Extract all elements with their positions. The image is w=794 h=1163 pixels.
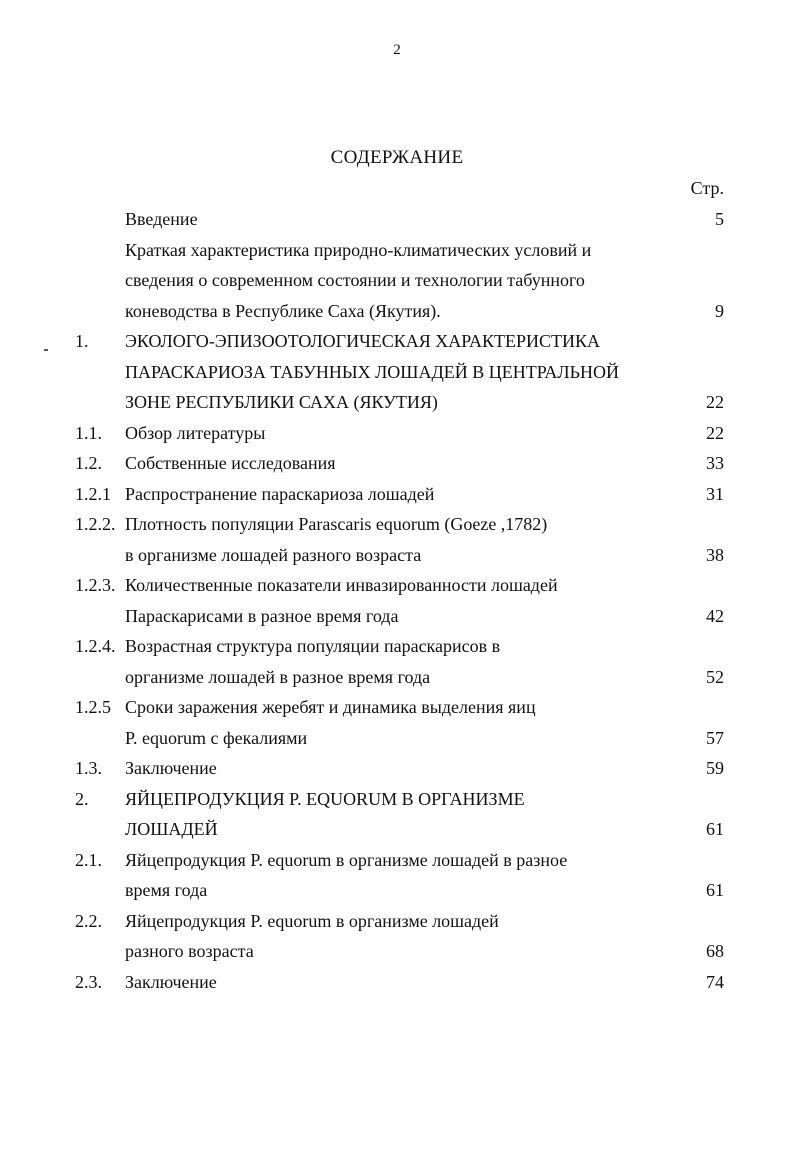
toc-entry-title [125, 753, 664, 784]
toc-entry-page: 22 [706, 392, 724, 412]
page-column-label: Стр. [690, 178, 724, 198]
toc-entry-line: ЗОНЕ РЕСПУБЛИКИ САХА (ЯКУТИЯ) [125, 392, 438, 412]
toc-entry-page: 9 [715, 300, 724, 321]
toc-entry-number: 1.2.5 [75, 697, 111, 717]
toc-entry-line: Заключение [125, 758, 217, 778]
toc-entry [75, 326, 724, 418]
toc-entry-page: 42 [706, 605, 724, 626]
toc-entry-number: 2.3. [75, 971, 102, 992]
toc-entry-number: 2. [75, 788, 89, 809]
toc-entry-number: 1.1. [75, 422, 102, 443]
toc-entry-page: 57 [706, 727, 724, 748]
toc-entry-line: в организме лошадей разного возраста [125, 544, 422, 565]
toc-entry-number: 1.2. [75, 453, 102, 473]
toc-entry [75, 479, 724, 510]
toc-entry-line: сведения о современном состоянии и технологии табунного [125, 270, 585, 290]
toc-entry [75, 509, 724, 570]
toc-entry-line: Возрастная структура популяции параскарисов в [125, 636, 501, 656]
toc-entry-title [125, 570, 664, 631]
toc-entry-page: 5 [715, 209, 724, 229]
toc-entry [75, 692, 724, 753]
toc-entry-number: 1.2.1 [75, 483, 111, 504]
toc-entry-line: разного возраста [125, 941, 254, 961]
toc-entry [75, 235, 724, 327]
toc-entry-page: 22 [706, 422, 724, 443]
toc-entry-title [125, 967, 664, 998]
toc-entry-number: 2.2. [75, 910, 102, 931]
toc-entry-title [125, 906, 664, 967]
toc-entry-line: Яйцепродукция P. equorum в организме лошадей [125, 910, 499, 931]
toc-entry-line: Сроки заражения жеребят и динамика выделения яиц [125, 697, 536, 717]
toc-entry [75, 906, 724, 967]
toc-entry [75, 204, 724, 235]
toc-entry-number: 1. [75, 331, 89, 351]
toc-entry-title [125, 692, 664, 753]
toc-entry-line: организме лошадей в разное время года [125, 666, 431, 687]
toc-entry-title [125, 631, 664, 692]
toc-entry-title [125, 326, 664, 418]
toc-entry-line: Заключение [125, 971, 217, 992]
toc-entry-line: Собственные исследования [125, 453, 336, 473]
toc-entry-number: 2.1. [75, 849, 102, 870]
scan-speck [44, 349, 48, 351]
toc-entry-line: Краткая характеристика природно-климатических условий и [125, 239, 592, 260]
toc-entry [75, 631, 724, 692]
toc-entry-number [75, 204, 125, 235]
toc-entry-number: 1.2.4. [75, 636, 116, 656]
page-number: 2 [393, 42, 401, 58]
toc-entry [75, 967, 724, 998]
toc-entry-page: 38 [706, 544, 724, 565]
toc-entry-line: ЭКОЛОГО-ЭПИЗООТОЛОГИЧЕСКАЯ ХАРАКТЕРИСТИКА [125, 331, 600, 351]
toc-entry-page: 61 [706, 880, 724, 900]
toc-entry-title [125, 479, 664, 510]
toc-entry [75, 570, 724, 631]
toc-entry-page: 68 [706, 941, 724, 961]
toc-entry-line: Обзор литературы [125, 422, 266, 443]
toc-entry-page: 74 [706, 971, 724, 992]
toc-entry-title [125, 204, 664, 235]
toc-entry-line: Введение [125, 209, 198, 229]
toc-entry-number: 1.3. [75, 758, 102, 778]
toc-entry-line: Количественные показатели инвазированности лошадей [125, 575, 558, 595]
toc-entry-page: 52 [706, 666, 724, 687]
toc-entry-line: Параскарисами в разное время года [125, 605, 399, 626]
toc-entry-title [125, 784, 664, 845]
toc-entry-line: Яйцепродукция P. equorum в организме лошадей в разное [125, 849, 568, 870]
toc-entry-line: P. equorum с фекалиями [125, 727, 308, 748]
toc-entry-line: ЯЙЦЕПРОДУКЦИЯ P. EQUORUM В ОРГАНИЗМЕ [125, 788, 525, 809]
toc-entry-page: 31 [706, 483, 724, 504]
toc-entry-line: ЛОШАДЕЙ [125, 819, 218, 839]
toc-entry-number: 1.2.2. [75, 514, 116, 534]
toc-entry [75, 845, 724, 906]
toc-entry-line: Плотность популяции Parascaris equorum (Goeze ,1782) [125, 514, 548, 534]
toc-entry-number: 1.2.3. [75, 575, 116, 595]
toc-title: СОДЕРЖАНИЕ [330, 147, 464, 168]
toc-entry-line: коневодства в Республике Саха (Якутия). [125, 300, 441, 321]
toc-entry-page: 33 [706, 453, 724, 473]
toc-entry [75, 753, 724, 784]
toc-entry-title [125, 235, 664, 327]
toc-entry-page: 59 [706, 758, 724, 778]
toc-entry-title [125, 845, 664, 906]
toc-entry-title [125, 418, 664, 449]
table-of-contents [75, 204, 724, 997]
toc-entry [75, 784, 724, 845]
toc-entry-line: ПАРАСКАРИОЗА ТАБУННЫХ ЛОШАДЕЙ В ЦЕНТРАЛЬНОЙ [125, 361, 619, 382]
toc-entry-line: Распространение параскариоза лошадей [125, 483, 435, 504]
toc-entry-page: 61 [706, 819, 724, 839]
toc-entry [75, 448, 724, 479]
toc-entry-title [125, 448, 664, 479]
toc-entry [75, 418, 724, 449]
toc-entry-line: время года [125, 880, 208, 900]
toc-entry-number [75, 235, 125, 327]
toc-entry-title [125, 509, 664, 570]
